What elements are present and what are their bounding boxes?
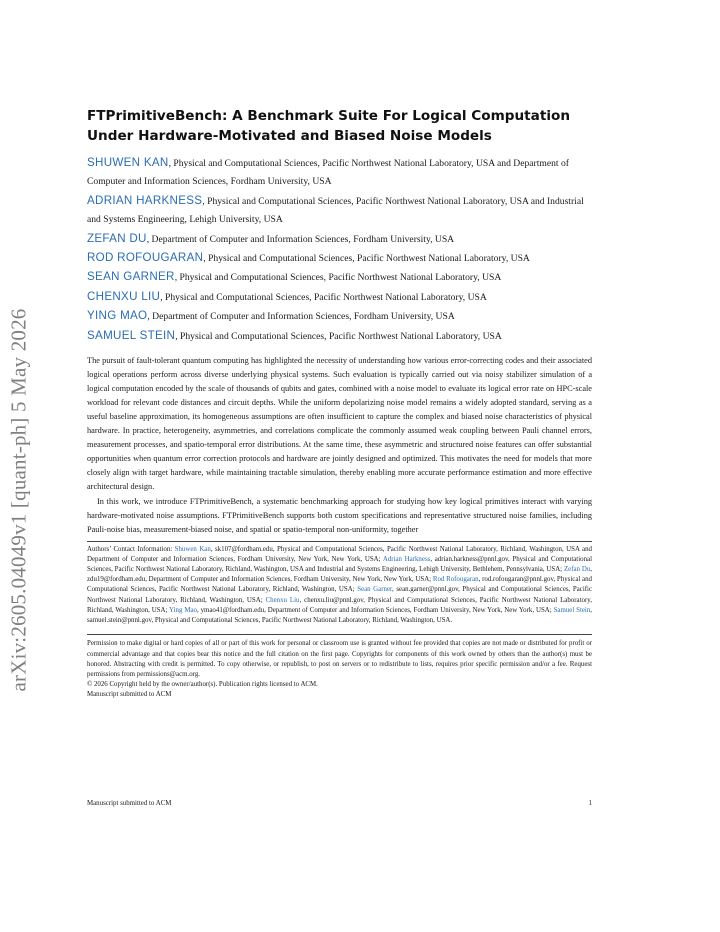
contact-name[interactable]: Adrian Harkness (382, 555, 431, 563)
author-affiliation: , Physical and Computational Sciences, Pacific Northwest National Laboratory, USA and Industrial and Systems Engineering, Lehigh University, USA (87, 195, 584, 226)
author-list (87, 154, 592, 346)
author-affiliation: , Physical and Computational Sciences, Pacific Northwest National Laboratory, USA (174, 272, 502, 284)
footer-label: Manuscript submitted to ACM (87, 800, 172, 807)
author-entry (87, 288, 592, 307)
author-entry (87, 230, 592, 249)
author-name: ADRIAN HARKNESS (87, 193, 203, 207)
copyright-line: © 2026 Copyright held by the owner/author(s). Publication rights licensed to ACM. (87, 681, 318, 689)
author-affiliation: , Physical and Computational Sciences, Pacific Northwest National Laboratory, USA (160, 291, 487, 303)
author-affiliation: , Physical and Computational Sciences, Pacific Northwest National Laboratory, USA and Department of Computer and Information Sciences, Fordham University, USA (87, 158, 569, 188)
abstract-paragraph-2: In this work, we introduce FTPrimitiveBench, a systematic benchmarking approach for studying how key logical primitives interact with varying hardware-motivated noise assumptions. FTPrimitiveBench supports both custom specifications and representative structured noise families, including Pauli-noise bias, measurement-biased noise, and spatial or spatio-temporal non-uniformity, together (87, 496, 592, 534)
contact-details: , samuel.stein@pnnl.gov, Physical and Computational Sciences, Pacific Northwest National Laboratory, Richland, Washington, USA. (87, 606, 593, 625)
contact-name[interactable]: Zefan Du (563, 566, 591, 574)
author-entry (87, 307, 592, 326)
permission-divider (87, 634, 592, 635)
contact-lead: Authors’ Contact Information: (87, 545, 175, 553)
author-name: CHENXU LIU (87, 289, 161, 303)
page-number: 1 (588, 800, 592, 807)
author-affiliation: , Department of Computer and Information Sciences, Fordham University, USA (146, 233, 455, 245)
contact-details: , zdu19@fordham.edu, Department of Computer and Information Sciences, Fordham University, New York, New York, USA; (87, 566, 592, 584)
contact-details: , ymao41@fordham.edu, Department of Computer and Information Sciences, Fordham University, New York, New York, USA; (196, 606, 554, 614)
contact-details: , sean.garner@pnnl.gov, Physical and Computational Sciences, Pacific Northwest National Laboratory, Richland, Washington, USA; (87, 586, 592, 604)
submission-note: Manuscript submitted to ACM (87, 691, 172, 699)
author-name: SAMUEL STEIN (87, 328, 176, 342)
author-entry (87, 154, 592, 192)
author-name: ZEFAN DU (87, 231, 147, 245)
author-contact-information (87, 545, 592, 627)
author-name: SHUWEN KAN (87, 156, 169, 169)
abstract-paragraph-1: The pursuit of fault-tolerant quantum computing has highlighted the necessity of understanding how various error-correcting codes and their associated logical operations perform across diverse underlying physical systems. Such evaluation is typically carried out via noisy stabilizer simulation of a logical computation encoded by the scale of thousands of qubits and gates, combined with a noise model to evaluate its logical error rate on HPC-scale workload for relevant code distances and circuit depths. While the uniform depolarizing noise model remains a widely adopted standard, serving as a useful baseline approximation, its homogeneous assumptions are often insufficient to capture the complex and biased noise characteristics of physical hardware. In practice, heterogeneity, asymmetries, and correlations complicate the commonly assumed weak coupling between Pauli channel errors, measurement processes, and spatio-temporal error distributions. At the same time, these asymmetric and structured noise features can offer substantial opportunities when quantum error correction protocols and hardware are jointly designed and optimized. This motivates the need for models that more closely align with target hardware, while maintaining tractable simulation, thereby enabling more accurate performance estimation and more effective architectural design. (87, 356, 592, 492)
permission-text: Permission to make digital or hard copies of all or part of this work for personal or classroom use is granted without fee provided that copies are not made or distributed for profit or commercial advantage and that copies bear this notice and the full citation on the first page. Copyrights for components of this work owned by others than the author(s) must be honored. Abstracting with credit is permitted. To copy otherwise, or republish, to post on servers or to redistribute to lists, requires prior specific permission and/or a fee. Request permissions from permissions@acm.org. (87, 640, 592, 678)
paper-title: FTPrimitiveBench: A Benchmark Suite For Logical Computation Under Hardware-Motivated and Biased Noise Models (87, 108, 571, 144)
author-name: SEAN GARNER (87, 270, 175, 284)
contact-details: , sk107@fordham.edu, Physical and Computational Sciences, Pacific Northwest National Laboratory, Richland, Washington, USA and Department of Computer and Information Sciences, Fordham University, New York, New York, USA; (87, 545, 592, 563)
contact-details: , adrian.harkness@pnnl.gov, Physical and Computational Sciences, Pacific Northwest National Laboratory, Richland, Washington, USA and Industrial and Systems Engineering, Lehigh University, Bethlehem, Pennsylvania, USA; (87, 555, 592, 574)
contact-name[interactable]: Chenxu Liu (265, 596, 300, 604)
contact-name[interactable]: Rod Rofougaran (432, 576, 479, 584)
contact-name[interactable]: Ying Mao (169, 606, 197, 614)
author-entry (87, 268, 592, 287)
contact-details: , chenxu.liu@pnnl.gov, Physical and Computational Sciences, Pacific Northwest National Laboratory, Richland, Washington, USA; (87, 596, 592, 614)
contact-name[interactable]: Sean Garner (357, 586, 393, 594)
author-affiliation: , Physical and Computational Sciences, Pacific Northwest National Laboratory, USA (203, 253, 530, 265)
author-affiliation: , Department of Computer and Information Sciences, Fordham University, USA (147, 311, 455, 323)
author-name: YING MAO (87, 309, 148, 323)
footnote-divider (87, 541, 592, 542)
author-entry (87, 192, 592, 230)
paper-first-page (87, 106, 592, 701)
permission-notice (87, 639, 592, 700)
author-entry (87, 327, 592, 346)
arxiv-identifier: arXiv:2605.04049v1 [quant-ph] 5 May 2026 (6, 308, 31, 692)
contact-details: , rod.rofougaran@pnnl.gov, Physical and Computational Sciences, Pacific Northwest National Laboratory, Richland, Washington, USA; (87, 576, 592, 594)
contact-name[interactable]: Samuel Stein (553, 606, 591, 614)
page-footer (87, 800, 592, 807)
author-name: ROD ROFOUGARAN (87, 251, 204, 265)
abstract (87, 354, 592, 537)
contact-name[interactable]: Shuwen Kan (174, 545, 211, 553)
author-entry (87, 249, 592, 268)
author-affiliation: , Physical and Computational Sciences, Pacific Northwest National Laboratory, USA (175, 330, 502, 342)
